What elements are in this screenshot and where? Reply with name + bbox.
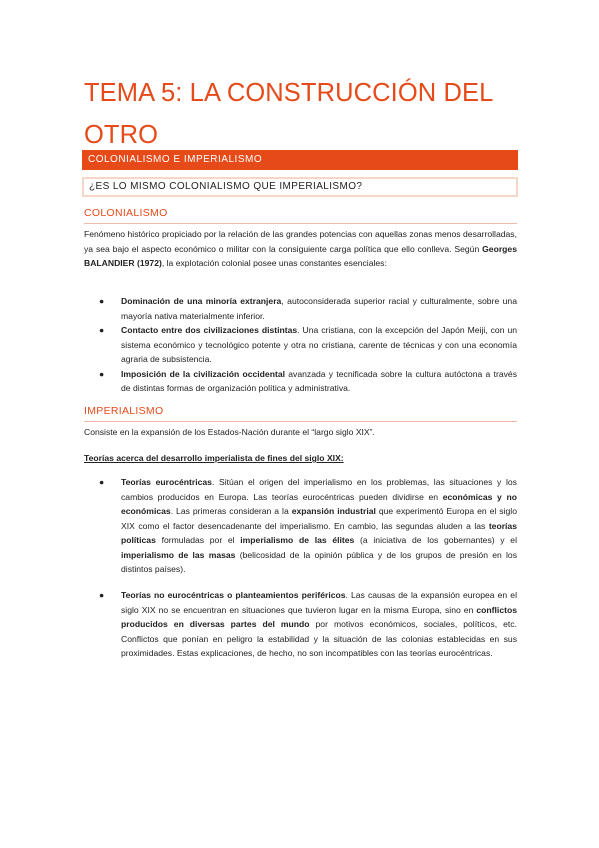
item-text: formuladas por el [155, 535, 241, 545]
theories-heading [84, 451, 517, 466]
item-text: . Las primeras consideran a la [170, 506, 292, 516]
list-item [84, 588, 517, 661]
item-text: avanzada y tecnificada sobre la cultura autóctona a través de distintas formas de organización política y administrativa. [121, 368, 517, 393]
item-text: (a iniciativa de los gobernantes) y el [354, 535, 517, 545]
colonialismo-intro [84, 227, 517, 271]
item-text: por motivos económicos, sociales, políticos, etc. Conflictos que ponían en peligro la estabilidad y la situación de las colonias establecidas en sus proximidades. Estas explicaciones, de hecho, no son incompatibles con las teorías eurocéntricas. [121, 619, 517, 658]
bullet-icon: ● [99, 296, 105, 306]
item-text: , autoconsiderada superior racial y culturalmente, sobre una mayoría nativa materialmente inferior. [121, 296, 517, 321]
item-bold: Imposición de la civilización occidental [121, 368, 285, 379]
imperialismo-heading: IMPERIALISMO [84, 405, 517, 422]
item-text: que experimentó Europa en el siglo XIX como el factor desencadenante del imperialismo. En cambio, las segundas aluden a las [121, 506, 517, 531]
item-bold: Contacto entre dos civilizaciones distintas [121, 325, 298, 335]
colonialismo-list [84, 294, 517, 396]
colonialismo-heading: COLONIALISMO [84, 207, 517, 224]
section-heading-bar: COLONIALISMO E IMPERIALISMO [82, 150, 518, 170]
item-bold: Teorías no eurocéntricas o planteamientos periféricos [121, 590, 346, 600]
bullet-icon: ● [99, 477, 105, 487]
intro-text: Fenómeno histórico propiciado por la relación de las grandes potencias con aquellas zonas menos desarrolladas, ya sea bajo el aspecto económico o militar con la consiguiente carga política que ello conlleva. Según [84, 229, 517, 254]
bullet-icon: ● [99, 368, 105, 379]
item-text: . Sitúan el origen del imperialismo en los problemas, las situaciones y los cambios producidos en Europa. Las teorías eurocéntricas pueden dividirse en [121, 477, 517, 502]
list-item [84, 294, 517, 323]
intro-text: , la explotación colonial posee unas constantes esenciales: [161, 258, 387, 268]
item-text: . Las causas de la expansión europea en el siglo XIX no se encuentran en situaciones que tuvieron lugar en la misma Europa, sino en [121, 590, 517, 615]
theories-heading-text: Teorías acerca del desarrollo imperialista de fines del siglo XIX: [84, 453, 344, 463]
item-bold: imperialismo de las élites [240, 535, 355, 545]
bullet-icon: ● [99, 325, 105, 335]
item-bold: expansión industrial [291, 506, 376, 516]
imperialismo-list [84, 475, 517, 577]
item-bold: Teorías eurocéntricas [121, 477, 212, 487]
question-box: ¿ES LO MISMO COLONIALISMO QUE IMPERIALISMO? [82, 177, 518, 197]
item-bold: conflictos producidos en diversas partes del mundo [121, 604, 517, 629]
imperialismo-intro: Consiste en la expansión de los Estados-Nación durante el “largo siglo XIX”. [84, 427, 375, 437]
imperialismo-list-2 [84, 588, 517, 661]
item-text: . Una cristiana, con la excepción del Japón Meiji, con un sistema económico y tecnológico potente y otra no cristiana, carente de técnicas y con una economía agraria de subsistencia. [121, 325, 518, 364]
item-bold: Dominación de una minoría extranjera [121, 296, 282, 306]
list-item [84, 475, 517, 577]
item-bold: económicas y no económicas [121, 491, 517, 516]
page-title: TEMA 5: LA CONSTRUCCIÓN DEL OTRO [84, 79, 493, 149]
list-item [84, 367, 517, 396]
bullet-icon: ● [99, 590, 105, 600]
item-bold: teorías políticas [121, 520, 517, 545]
list-item [84, 323, 517, 367]
item-bold: imperialismo de las masas [121, 549, 236, 560]
intro-bold-author: Georges BALANDIER (1972) [84, 243, 517, 268]
item-text: (belicosidad de la opinión pública y de los grupos de presión en los distintos países). [121, 549, 517, 574]
